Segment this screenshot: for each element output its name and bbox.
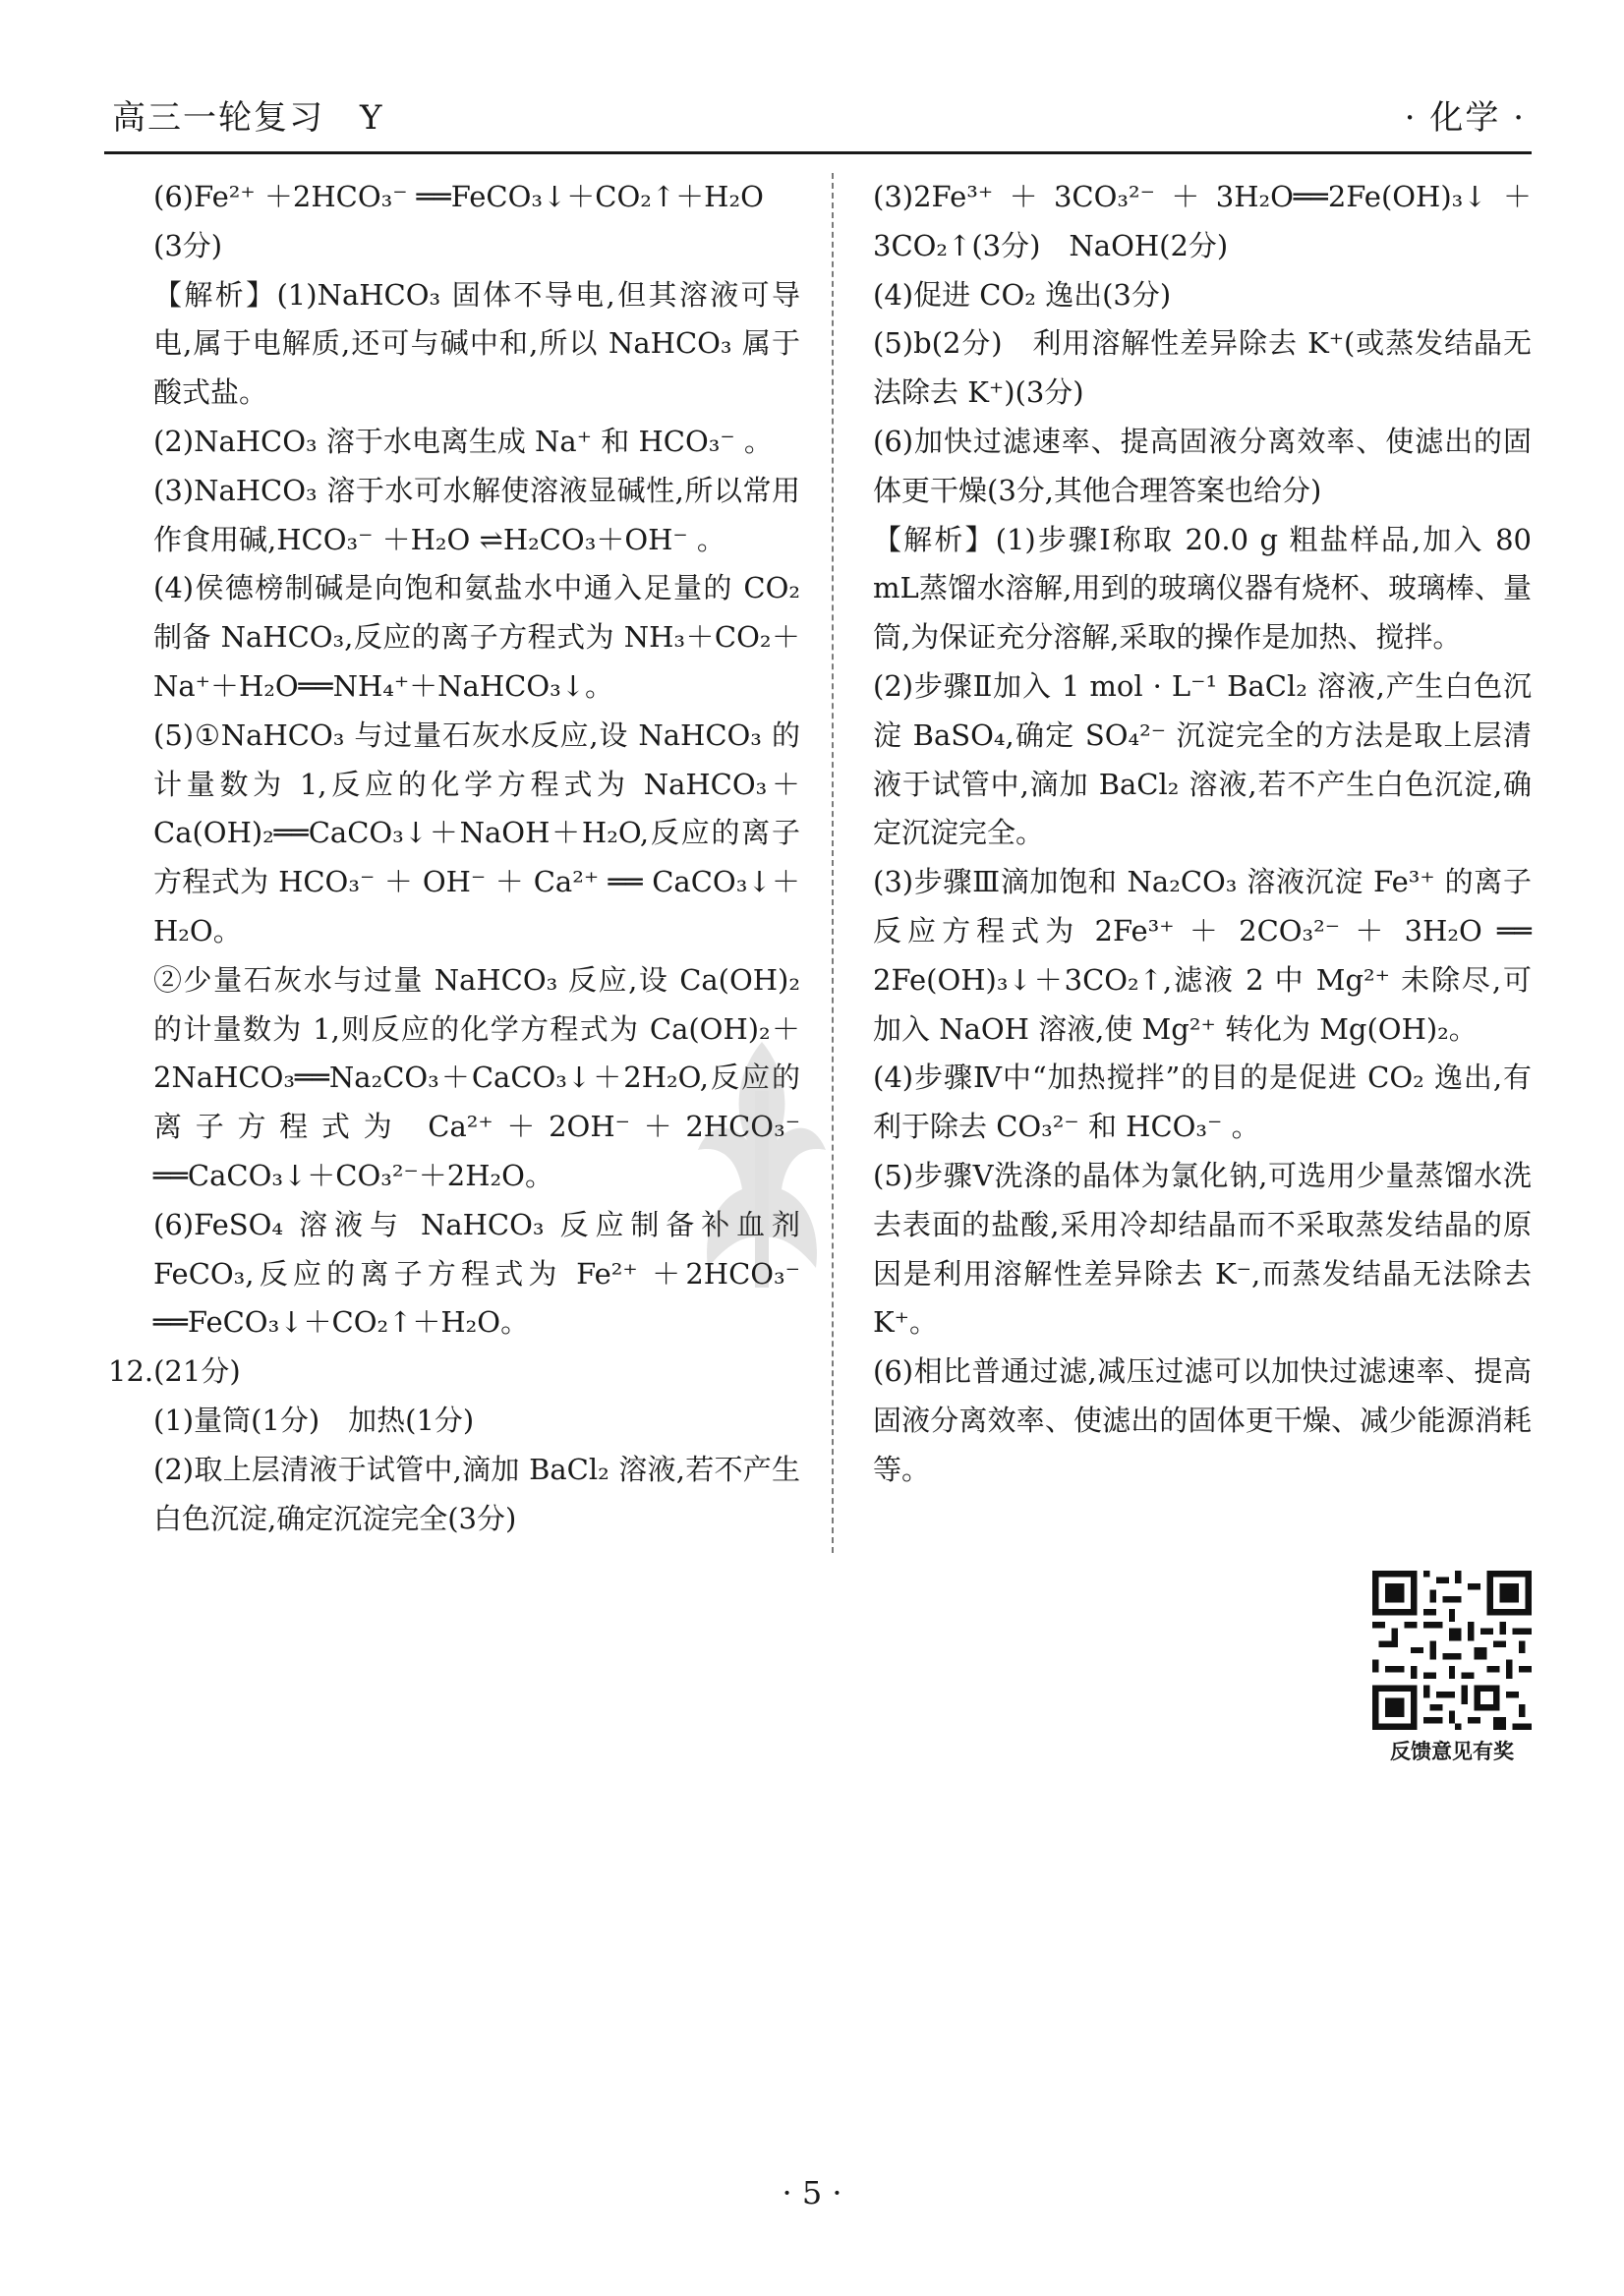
column-separator <box>832 173 834 1553</box>
analysis-paragraph: (5)步骤Ⅴ洗涤的晶体为氯化钠,可选用少量蒸馏水洗去表面的盐酸,采用冷却结晶而不采取蒸发结晶的原因是利用溶解性差异除去 K⁻,而蒸发结晶无法除去 K⁺。 <box>873 1158 1532 1340</box>
analysis-paragraph: (2)NaHCO₃ 溶于水电离生成 Na⁺ 和 HCO₃⁻ 。 <box>153 424 773 458</box>
question-number: 12.(21分) <box>108 1354 241 1389</box>
answer-line: (6)加快过滤速率、提高固液分离效率、使滤出的固体更干燥(3分,其他合理答案也给分) <box>873 424 1532 507</box>
analysis-paragraph: (2)步骤Ⅱ加入 1 mol · L⁻¹ BaCl₂ 溶液,产生白色沉淀 BaSO₄,确定 SO₄²⁻ 沉淀完全的方法是取上层清液于试管中,滴加 BaCl₂ 溶液,若不产生白色沉淀,确定沉淀完全。 <box>873 668 1532 850</box>
analysis-paragraph: (4)侯德榜制碱是向饱和氨盐水中通入足量的 CO₂ 制备 NaHCO₃,反应的离子方程式为 NH₃＋CO₂＋Na⁺＋H₂O══NH₄⁺＋NaHCO₃↓。 <box>153 571 800 703</box>
header-title: 高三一轮复习 Y <box>112 98 384 138</box>
page-number: · 5 · <box>782 2174 842 2211</box>
header-subject: · 化学 · <box>1404 98 1526 138</box>
qr-caption: 反馈意见有奖 <box>1390 1740 1514 1763</box>
analysis-paragraph: (6)相比普通过滤,减压过滤可以加快过滤速率、提高固液分离效率、使滤出的固体更干燥、减少能源消耗等。 <box>873 1354 1532 1486</box>
analysis-paragraph: (6)FeSO₄ 溶液与 NaHCO₃ 反应制备补血剂FeCO₃,反应的离子方程式为 Fe²⁺ ＋2HCO₃⁻ ══FeCO₃↓＋CO₂↑＋H₂O。 <box>153 1207 800 1340</box>
page-header <box>104 90 1532 140</box>
analysis-paragraph: (3)步骤Ⅲ滴加饱和 Na₂CO₃ 溶液沉淀 Fe³⁺ 的离子反应方程式为 2Fe³⁺ ＋ 2CO₃²⁻ ＋ 3H₂O ══ 2Fe(OH)₃↓＋3CO₂↑,滤液 2 中 Mg²⁺ 未除尽,可加入 NaOH 溶液,使 Mg²⁺ 转化为 Mg(OH)₂。 <box>873 865 1532 1046</box>
answer-line: (3分) <box>153 228 223 262</box>
answer-line: (1)量筒(1分) 加热(1分) <box>153 1403 475 1437</box>
analysis-paragraph: ②少量石灰水与过量 NaHCO₃ 反应,设 Ca(OH)₂ 的计量数为 1,则反应的化学方程式为 Ca(OH)₂＋2NaHCO₃══Na₂CO₃＋CaCO₃↓＋2H₂O,反应的离子方程式为 Ca²⁺＋2OH⁻＋2HCO₃⁻ ══CaCO₃↓＋CO₃²⁻＋2H₂O。 <box>153 962 800 1192</box>
answer-line: (4)促进 CO₂ 逸出(3分) <box>873 277 1172 312</box>
answer-line: (2)取上层清液于试管中,滴加 BaCl₂ 溶液,若不产生白色沉淀,确定沉淀完全(3分) <box>153 1452 800 1535</box>
left-column <box>108 173 800 1543</box>
header-divider <box>104 151 1532 154</box>
analysis-paragraph: 【解析】(1)NaHCO₃ 固体不导电,但其溶液可导电,属于电解质,还可与碱中和,所以 NaHCO₃ 属于酸式盐。 <box>153 277 800 410</box>
answer-line: (5)b(2分) 利用溶解性差异除去 K⁺(或蒸发结晶无法除去 K⁺)(3分) <box>873 326 1532 410</box>
analysis-paragraph: (5)①NaHCO₃ 与过量石灰水反应,设 NaHCO₃ 的计量数为 1,反应的化学方程式为 NaHCO₃＋Ca(OH)₂══CaCO₃↓＋NaOH＋H₂O,反应的离子方程式为 HCO₃⁻ ＋ OH⁻ ＋ Ca²⁺ ══ CaCO₃↓＋H₂O。 <box>153 718 800 947</box>
right-column <box>873 173 1532 1495</box>
analysis-paragraph: (4)步骤Ⅳ中“加热搅拌”的目的是促进 CO₂ 逸出,有利于除去 CO₃²⁻ 和 HCO₃⁻ 。 <box>873 1061 1532 1144</box>
answer-line: (3)2Fe³⁺＋3CO₃²⁻＋3H₂O══2Fe(OH)₃↓＋3CO₂↑(3分) NaOH(2分) <box>873 180 1532 262</box>
analysis-paragraph: 【解析】(1)步骤Ⅰ称取 20.0 g 粗盐样品,加入 80 mL蒸馏水溶解,用到的玻璃仪器有烧杯、玻璃棒、量筒,为保证充分溶解,采取的操作是加热、搅拌。 <box>873 522 1532 655</box>
feedback-qr-code-icon[interactable] <box>1372 1571 1532 1730</box>
watermark-logo-icon <box>678 1032 845 1317</box>
answer-line: (6)Fe²⁺ ＋2HCO₃⁻ ══FeCO₃↓＋CO₂↑＋H₂O <box>153 180 764 213</box>
analysis-paragraph: (3)NaHCO₃ 溶于水可水解使溶液显碱性,所以常用作食用碱,HCO₃⁻ ＋H₂O ⇌H₂CO₃＋OH⁻ 。 <box>153 473 800 556</box>
